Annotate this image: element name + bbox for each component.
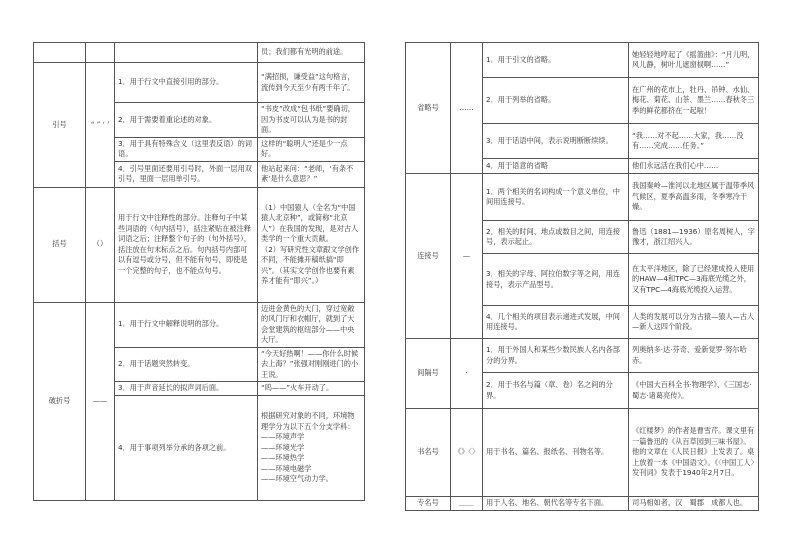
punct-mark-cell: — [451,174,483,339]
usage-cell: 4．用于语意的省略 [483,159,629,174]
example-cell: 这样的“聪明人”还是少一点好。 [258,137,365,161]
usage-cell: 2．用于需要着重论述的对象。 [115,103,258,138]
usage-cell: 3．用于具有特殊含义（这里表反语）的词语。 [115,137,258,161]
usage-cell: 2．相关的时间、地点或数目之间，用连接号，表示起止。 [483,221,629,254]
example-cell: “书皮”改成“包书纸”要确切，因为书皮可以认为是书的封面。 [258,103,365,138]
table-row [34,43,365,63]
table-row [406,339,759,373]
punct-mark-cell: …… [451,43,483,174]
usage-cell: 1．用于行文中解释说明的部分。 [115,302,258,347]
table-row [406,174,759,221]
example-cell: 人类的发展可以分为古猿—猿人—古人—新人这四个阶段。 [629,306,759,339]
punct-mark-cell: · [451,339,483,409]
usage-cell: 3．用于声音延长的拟声词后面。 [115,382,258,396]
table-row [34,302,365,347]
usage-cell: 3．用于话语中间，表示说明断断续续。 [483,124,629,159]
usage-cell: 用于人名、地名、朝代名等专名下面。 [483,497,629,511]
usage-cell: 用于行文中注释性的部分。注释句子中某些词语的（句内括号），括注紧贴在被注释词语之后；注释整个句子的（句外括号），括注放在句末标点之后。句内括号内部可以有逗号或分号，但不能有句号，即使是一个完整的句子，也不能点句号。 [115,187,258,302]
punct-name-cell: 括号 [34,187,86,302]
table-row [406,497,759,511]
table-row [34,187,365,302]
punct-name-cell: 省略号 [406,43,451,174]
punct-name-cell: 引号 [34,63,86,188]
example-cell: “满招损，谦受益”这句格言，流传到今天至少有两千年了。 [258,63,365,103]
punct-name-cell: 连接号 [406,174,451,339]
usage-cell: 1．用于外国人和某些少数民族人名内各部分的分界。 [483,339,629,373]
example-cell: 根据研究对象的不同，环境物理学分为以下五个分支学科： ——环境声学 ——环境光学 ——环境热学 ——环境电磁学 ——环境空气动力学。 [258,396,365,501]
usage-cell: 4．用于事项列举分承的各项之前。 [115,396,258,501]
usage-cell: 1．两个相关的名词构成一个意义单位，中间用连接号。 [483,174,629,221]
usage-cell: 2．用于话题突然转变。 [115,347,258,382]
example-cell: 她轻轻地哼起了《摇篮曲》：“月儿明，风儿静，树叶儿遮窗棂啊……” [629,43,759,78]
table-row [406,43,759,78]
example-cell: 司马相如者，汉 蜀郡 成都人也。 [629,497,759,511]
punct-mark-cell [86,43,115,63]
example-cell: 我国秦岭—淮河以北地区属于温带季风气候区，夏季高温多雨，冬季寒冷干燥。 [629,174,759,221]
punct-mark-cell: （） [86,187,115,302]
punct-name-cell: 专名号 [406,497,451,511]
usage-cell: 用于书名、篇名、报纸名、刊物名等。 [483,409,629,497]
example-cell: 鲁迅（1881—1936）原名周树人，字豫才，浙江绍兴人。 [629,221,759,254]
example-cell: 他们永远活在我们心中…… [629,159,759,174]
example-cell: （1）中国猿人（全名为“中国猿人北京种”，或简称“北京人”）在我国的发现，是对古人类学的一个重大贡献。 （2）写研究性文章跟文学创作不同，不能摊开稿纸搞“即兴”。（其实文学创作也要有素养才能有“即兴”。） [258,187,365,302]
example-cell: “呜——”火车开动了。 [258,382,365,396]
punct-mark-cell: —— [86,302,115,501]
table-row [406,409,759,497]
punctuation-table-left [33,42,365,501]
punctuation-table-right [405,42,759,511]
example-cell: 列奥纳多·达·芬奇、爱新觉罗·努尔哈赤。 [629,339,759,373]
usage-cell: 1．用于行文中直接引用的部分。 [115,63,258,103]
punct-name-cell [34,43,86,63]
usage-cell: 4．几个相关的项目表示递进式发展，中间用连接号。 [483,306,629,339]
punct-name-cell: 间隔号 [406,339,451,409]
usage-cell: 2．用于列举的省略。 [483,78,629,124]
usage-cell: 1．用于引文的省略。 [483,43,629,78]
example-cell: “我……对不起……大家，我……没有……完成……任务。” [629,124,759,159]
table-row [34,63,365,103]
punct-mark-cell: 《》〈〉 [451,409,483,497]
example-cell: “今天好热啊！——你什么时候去上海？”张强对刚刚进门的小王说。 [258,347,365,382]
example-cell: 在太平洋地区，除了已经建成投入使用的HAW—4和TPC—3海底光缆之外，又有TPC—4海底光缆投入运营。 [629,254,759,306]
example-cell: 迈进金黄色的大门，穿过宽敞的风门厅和衣帽厅，就到了大会堂建筑的枢纽部分——中央大厅。 [258,302,365,347]
punct-mark-cell: ＿＿ [451,497,483,511]
usage-cell: 2．用于书名与篇（章、卷）名之间的分界。 [483,373,629,409]
example-cell: 在广州的花市上，牡丹、吊钟、水仙、梅花、菊花、山茶、墨兰……春秋冬三季的鲜花都挤在一起啦！ [629,78,759,124]
usage-cell [115,43,258,63]
punct-name-cell: 破折号 [34,302,86,501]
example-cell: 他站起来问：“老师，‘有条不紊’是什么意思？” [258,161,365,187]
punct-name-cell: 书名号 [406,409,451,497]
example-cell: 《中国大百科全书·物理学》、《三国志·蜀志·诸葛亮传》。 [629,373,759,409]
example-cell: 员；我们都有光明的前途。 [258,43,365,63]
punct-mark-cell: “ ” ‘ ’ [86,63,115,188]
usage-cell: 4．引号里面还要用引号时，外面一层用双引号，里面一层用单引号。 [115,161,258,187]
usage-cell: 3．相关的字母、阿拉伯数字等之间，用连接号，表示产品型号。 [483,254,629,306]
example-cell: 《红楼梦》的作者是曹雪芹。课文里有一篇鲁迅的《从百草园到三味书屋》。他的文章在《人民日报》上发表了。桌上放着一本《中国语文》。《〈中国工人〉发刊词》发表于1940年2月7日。 [629,409,759,497]
